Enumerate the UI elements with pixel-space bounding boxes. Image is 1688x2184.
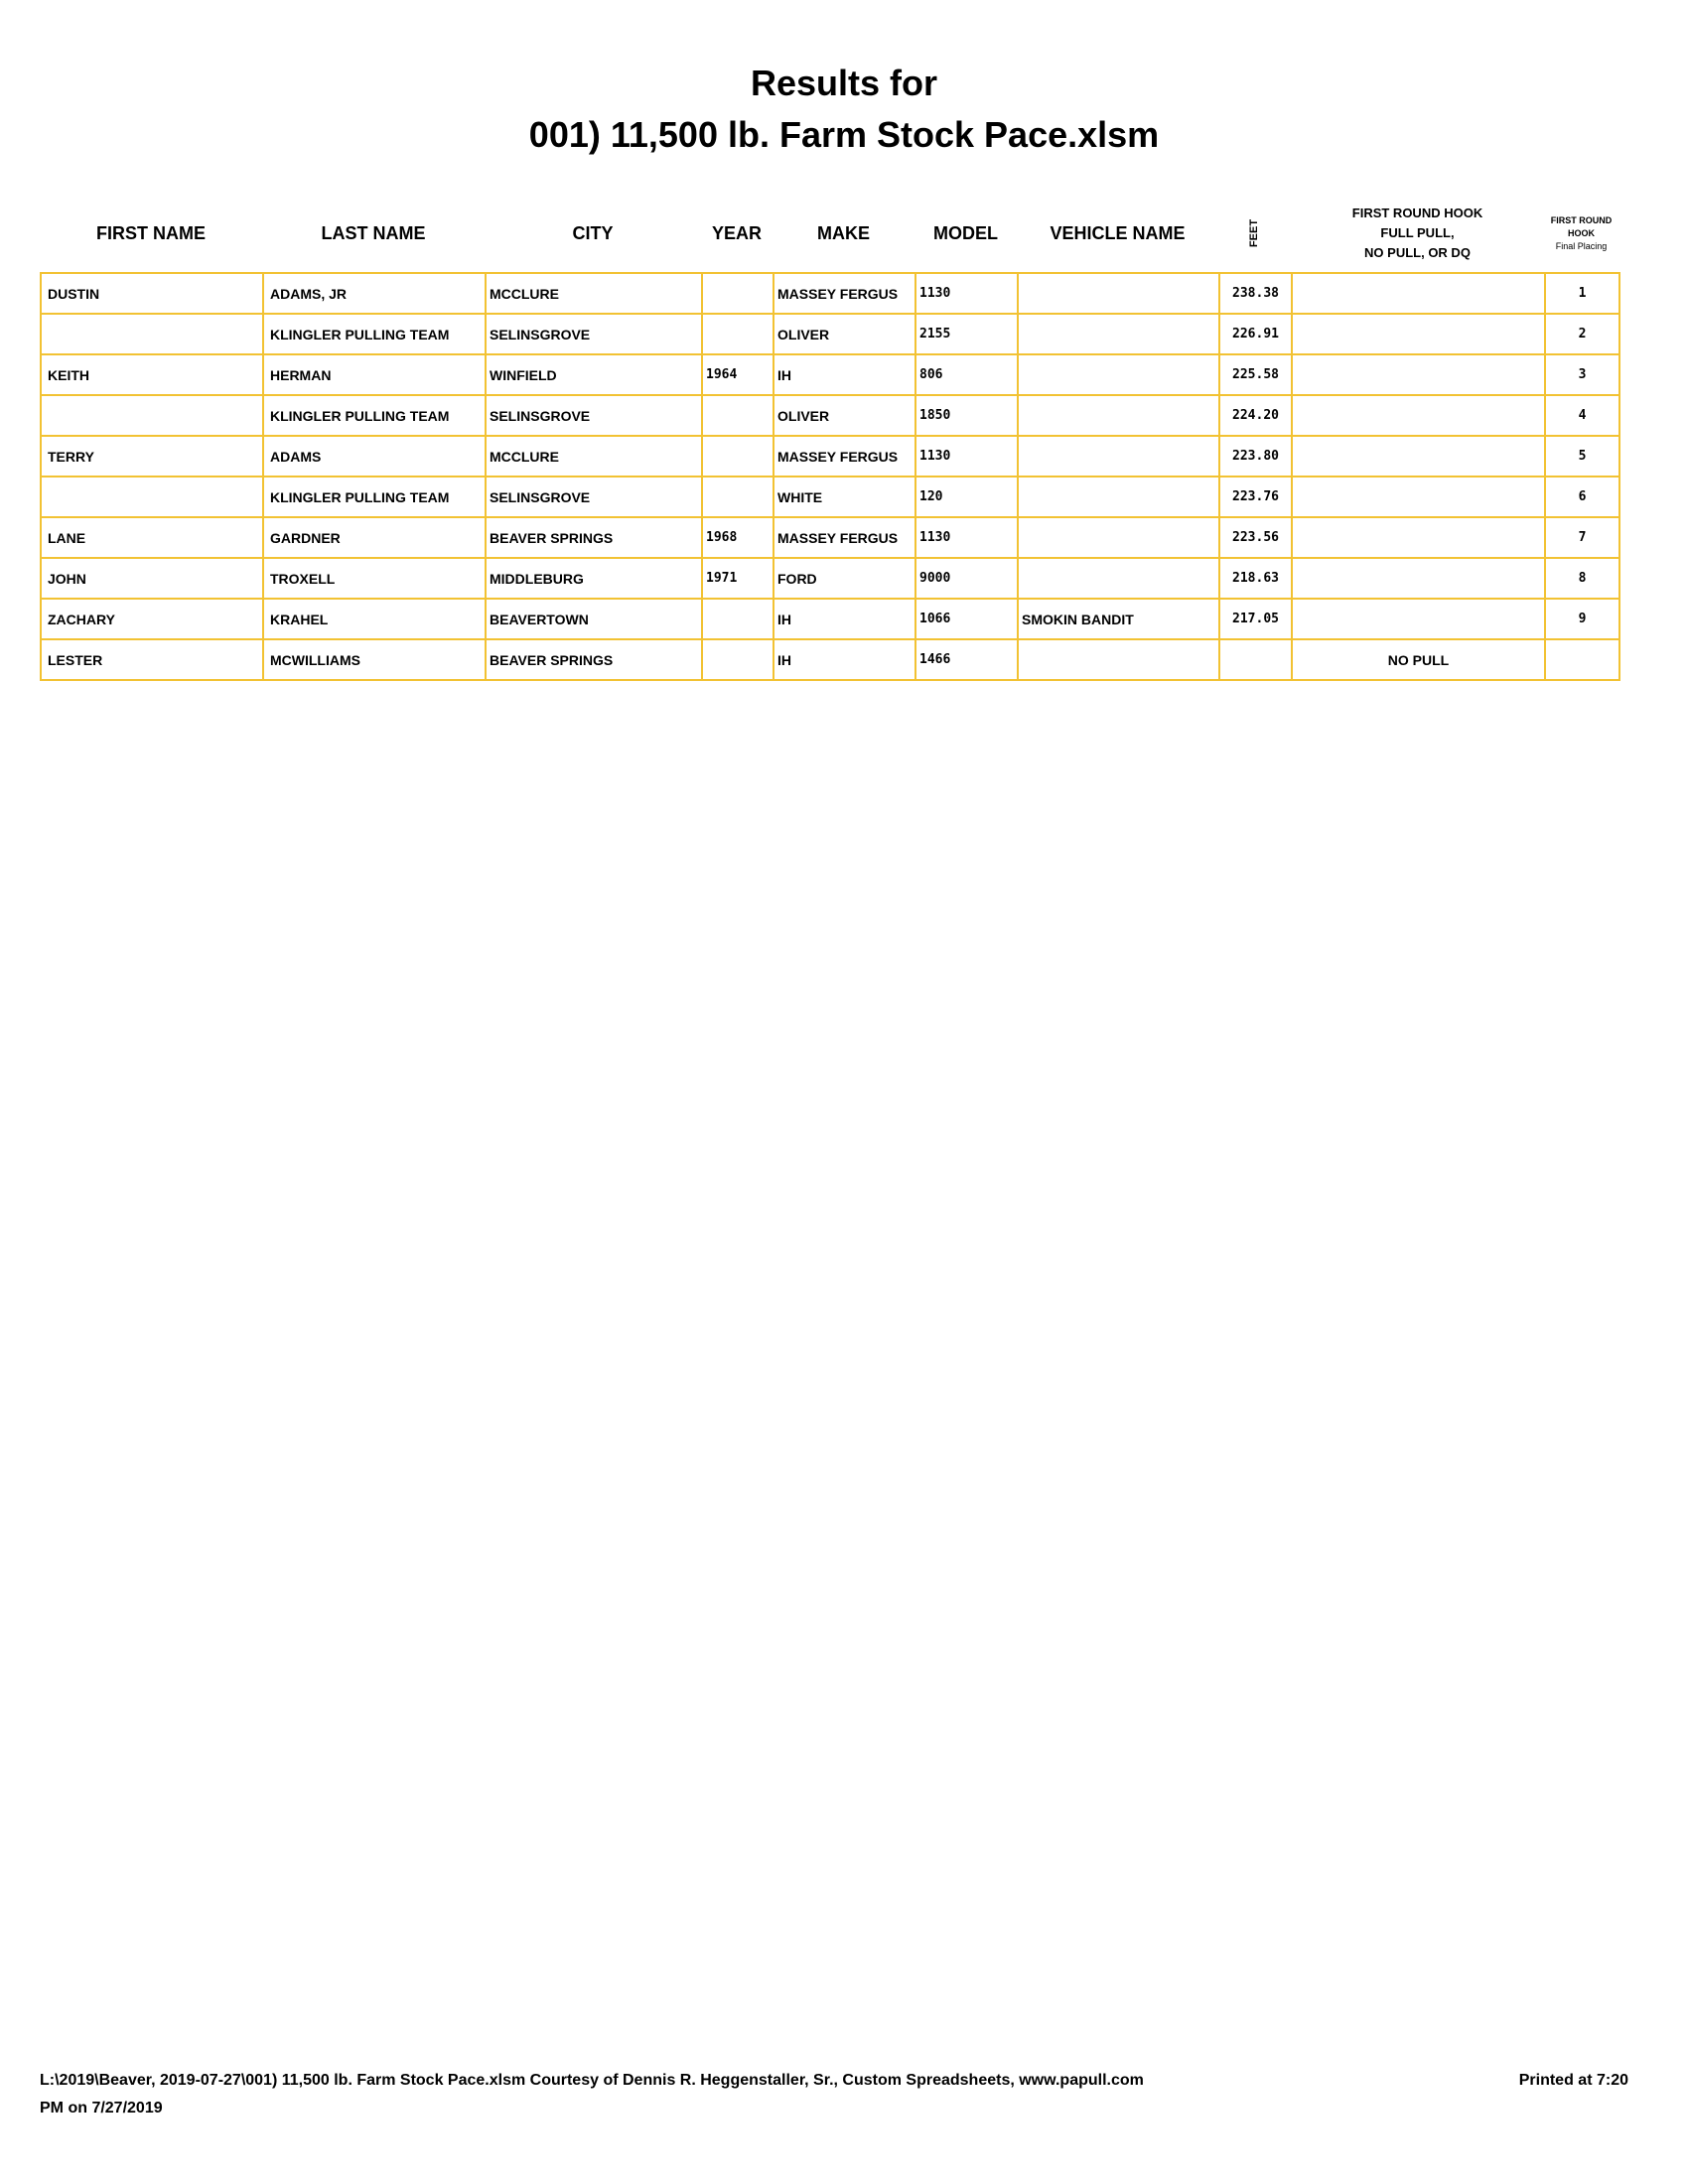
cell-feet: 224.20 [1219, 395, 1292, 436]
cell-hook-status [1292, 558, 1545, 599]
cell-last-name: MCWILLIAMS [263, 639, 486, 680]
cell-model: 1066 [915, 599, 1018, 639]
cell-first-name: LANE [41, 517, 263, 558]
cell-make: WHITE [774, 477, 915, 517]
page-subtitle: 001) 11,500 lb. Farm Stock Pace.xlsm [528, 114, 1160, 155]
cell-vehicle-name [1018, 354, 1219, 395]
cell-make: MASSEY FERGUS [774, 517, 915, 558]
cell-first-name: DUSTIN [41, 273, 263, 314]
table-row [41, 314, 1619, 354]
cell-feet: 223.76 [1219, 477, 1292, 517]
cell-year [702, 436, 774, 477]
header-make: MAKE [817, 222, 870, 243]
cell-year [702, 273, 774, 314]
header-hook-status-line2: FULL PULL, [1380, 225, 1455, 240]
header-year: YEAR [711, 222, 762, 243]
cell-year [702, 477, 774, 517]
header-placing-line1: FIRST ROUND [1550, 214, 1613, 225]
cell-feet: 238.38 [1219, 273, 1292, 314]
header-last-name: LAST NAME [321, 222, 426, 243]
results-body [41, 273, 1619, 680]
header-placing-line3: Final Placing [1555, 240, 1608, 251]
cell-make: MASSEY FERGUS [774, 273, 915, 314]
table-row [41, 558, 1619, 599]
header-hook-status-line1: FIRST ROUND HOOK [1351, 205, 1483, 220]
table-row [41, 436, 1619, 477]
cell-last-name: KLINGLER PULLING TEAM [263, 314, 486, 354]
cell-model: 1130 [915, 517, 1018, 558]
cell-hook-status [1292, 517, 1545, 558]
cell-make: OLIVER [774, 314, 915, 354]
cell-feet: 223.80 [1219, 436, 1292, 477]
cell-last-name: ADAMS, JR [263, 273, 486, 314]
cell-first-name [41, 477, 263, 517]
table-row [41, 354, 1619, 395]
column-headers [40, 199, 1628, 268]
cell-model: 1130 [915, 436, 1018, 477]
cell-vehicle-name [1018, 273, 1219, 314]
cell-city: BEAVER SPRINGS [486, 639, 702, 680]
cell-last-name: KRAHEL [263, 599, 486, 639]
cell-model: 9000 [915, 558, 1018, 599]
cell-vehicle-name [1018, 436, 1219, 477]
cell-city: BEAVER SPRINGS [486, 517, 702, 558]
cell-make: MASSEY FERGUS [774, 436, 915, 477]
cell-first-name: LESTER [41, 639, 263, 680]
cell-city: SELINSGROVE [486, 477, 702, 517]
cell-model: 1850 [915, 395, 1018, 436]
cell-placing: 3 [1545, 354, 1619, 395]
cell-city: SELINSGROVE [486, 314, 702, 354]
cell-vehicle-name [1018, 558, 1219, 599]
cell-vehicle-name [1018, 639, 1219, 680]
cell-placing: 8 [1545, 558, 1619, 599]
cell-model: 120 [915, 477, 1018, 517]
cell-last-name: KLINGLER PULLING TEAM [263, 477, 486, 517]
results-table [40, 272, 1620, 681]
cell-year [702, 599, 774, 639]
cell-hook-status [1292, 599, 1545, 639]
footer-printed: Printed at 7:20 [1518, 2072, 1628, 2089]
header-hook-status-line3: NO PULL, OR DQ [1364, 245, 1471, 260]
header-first-name: FIRST NAME [96, 222, 206, 243]
cell-city: MCCLURE [486, 273, 702, 314]
cell-hook-status [1292, 477, 1545, 517]
cell-first-name [41, 314, 263, 354]
table-row [41, 599, 1619, 639]
footer-printed-cont: PM on 7/27/2019 [40, 2100, 163, 2116]
table-row [41, 395, 1619, 436]
cell-city: SELINSGROVE [486, 395, 702, 436]
cell-feet: 225.58 [1219, 354, 1292, 395]
page-title: Results for [750, 63, 938, 103]
cell-vehicle-name: SMOKIN BANDIT [1018, 599, 1219, 639]
table-row [41, 477, 1619, 517]
cell-placing: 1 [1545, 273, 1619, 314]
cell-make: IH [774, 639, 915, 680]
header-feet-label: FEET [1248, 218, 1261, 248]
cell-placing: 2 [1545, 314, 1619, 354]
cell-placing: 9 [1545, 599, 1619, 639]
cell-make: FORD [774, 558, 915, 599]
cell-hook-status [1292, 273, 1545, 314]
cell-city: WINFIELD [486, 354, 702, 395]
cell-model: 806 [915, 354, 1018, 395]
cell-model: 1130 [915, 273, 1018, 314]
cell-year: 1964 [702, 354, 774, 395]
cell-city: MIDDLEBURG [486, 558, 702, 599]
cell-last-name: HERMAN [263, 354, 486, 395]
cell-hook-status [1292, 436, 1545, 477]
header-city: CITY [572, 222, 614, 243]
cell-model: 2155 [915, 314, 1018, 354]
cell-first-name [41, 395, 263, 436]
cell-hook-status [1292, 395, 1545, 436]
cell-placing: 7 [1545, 517, 1619, 558]
cell-city: MCCLURE [486, 436, 702, 477]
cell-year [702, 395, 774, 436]
cell-feet: 217.05 [1219, 599, 1292, 639]
cell-last-name: ADAMS [263, 436, 486, 477]
header-placing [1544, 199, 1618, 268]
cell-placing [1545, 639, 1619, 680]
cell-vehicle-name [1018, 395, 1219, 436]
cell-vehicle-name [1018, 517, 1219, 558]
cell-first-name: JOHN [41, 558, 263, 599]
table-row [41, 517, 1619, 558]
cell-year [702, 314, 774, 354]
cell-feet [1219, 639, 1292, 680]
cell-make: OLIVER [774, 395, 915, 436]
header-vehicle-name: VEHICLE NAME [1050, 222, 1186, 243]
cell-feet: 226.91 [1219, 314, 1292, 354]
header-model: MODEL [933, 222, 998, 243]
header-placing-line2: HOOK [1568, 227, 1595, 238]
cell-last-name: TROXELL [263, 558, 486, 599]
page-footer [40, 2067, 1628, 2122]
cell-year: 1968 [702, 517, 774, 558]
cell-placing: 4 [1545, 395, 1619, 436]
cell-first-name: TERRY [41, 436, 263, 477]
cell-last-name: KLINGLER PULLING TEAM [263, 395, 486, 436]
cell-placing: 6 [1545, 477, 1619, 517]
cell-year: 1971 [702, 558, 774, 599]
cell-first-name: KEITH [41, 354, 263, 395]
cell-last-name: GARDNER [263, 517, 486, 558]
header-feet [1218, 199, 1291, 268]
footer-path: L:\2019\Beaver, 2019-07-27\001) 11,500 lb. Farm Stock Pace.xlsm Courtesy of Dennis R. Heggenstaller, Sr., Custom Spreadsheets, www.papull.com [40, 2072, 1144, 2089]
cell-year [702, 639, 774, 680]
table-row [41, 639, 1619, 680]
cell-placing: 5 [1545, 436, 1619, 477]
cell-first-name: ZACHARY [41, 599, 263, 639]
header-hook-status [1291, 199, 1544, 268]
cell-feet: 223.56 [1219, 517, 1292, 558]
cell-hook-status [1292, 354, 1545, 395]
cell-model: 1466 [915, 639, 1018, 680]
cell-feet: 218.63 [1219, 558, 1292, 599]
cell-make: IH [774, 354, 915, 395]
cell-hook-status [1292, 314, 1545, 354]
cell-hook-status: NO PULL [1292, 639, 1545, 680]
cell-city: BEAVERTOWN [486, 599, 702, 639]
cell-vehicle-name [1018, 477, 1219, 517]
table-row [41, 273, 1619, 314]
cell-vehicle-name [1018, 314, 1219, 354]
cell-make: IH [774, 599, 915, 639]
